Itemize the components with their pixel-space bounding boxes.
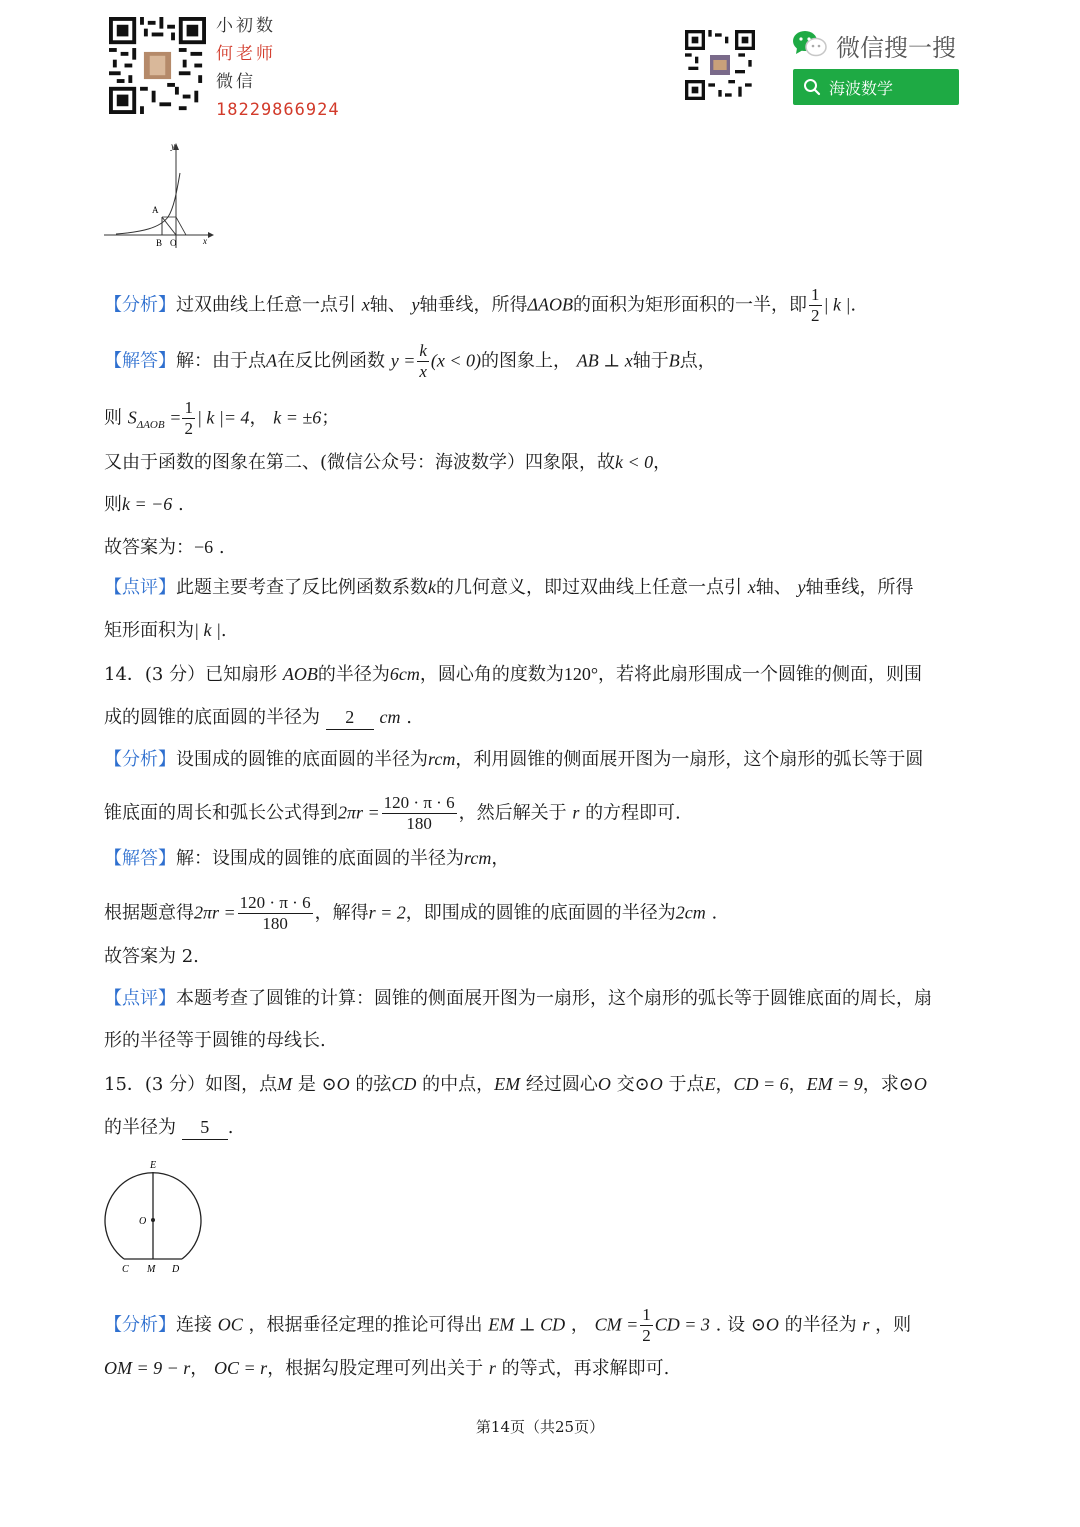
math: r xyxy=(488,1358,496,1378)
math: = xyxy=(170,407,181,428)
q15-analysis-line-2 xyxy=(104,1356,669,1381)
math: ⊙O xyxy=(898,1074,927,1094)
denominator: 180 xyxy=(262,914,288,933)
point-c-label: C xyxy=(122,1264,129,1275)
math: (x < 0) xyxy=(430,350,482,371)
math: CD xyxy=(391,1074,417,1094)
math: y xyxy=(411,294,420,315)
analysis-tag: 【分析】 xyxy=(104,1314,176,1336)
math: 2πr = xyxy=(194,902,236,923)
y-axis-label: y xyxy=(171,141,175,151)
text: 14．(3 分）已知扇形 xyxy=(104,664,278,685)
point-o-label: O xyxy=(170,238,177,248)
math: ⊙O xyxy=(750,1314,779,1335)
wechat-logo-icon xyxy=(792,29,828,59)
math: M xyxy=(277,1074,293,1094)
text: ， xyxy=(788,1074,807,1095)
denominator: 2 xyxy=(184,419,193,438)
handwritten-line-wechat: 微信 xyxy=(216,72,256,92)
q14-analysis-line-1 xyxy=(104,747,923,772)
text: . xyxy=(850,294,857,316)
text: 的弦 xyxy=(355,1074,392,1095)
text: . xyxy=(178,494,184,515)
math: E xyxy=(704,1074,716,1094)
fraction xyxy=(417,341,429,382)
q14-comment-line-1 xyxy=(104,987,932,1011)
text: 本题考查了圆锥的计算：圆锥的侧面展开图为一扇形，这个扇形的弧长等于圆锥底面的周长，扇 xyxy=(176,988,932,1009)
text: 解：由于点 xyxy=(176,350,266,372)
numerator: k xyxy=(419,341,427,360)
text: . xyxy=(711,902,718,924)
qr-code-icon xyxy=(685,30,755,100)
math: k = ±6 xyxy=(273,407,322,428)
text: ，圆心角的度数为 xyxy=(419,664,564,685)
text: 故答案为： xyxy=(104,537,194,558)
math: B xyxy=(668,350,680,371)
numerator: 1 xyxy=(642,1305,651,1324)
math: k xyxy=(428,577,436,597)
text: 的中点， xyxy=(422,1074,495,1095)
text: . xyxy=(218,537,225,558)
math: ⊙O xyxy=(321,1074,350,1094)
solution-tag: 【解答】 xyxy=(104,350,176,372)
q13-solution-line-2 xyxy=(104,398,339,439)
math: | k | xyxy=(194,620,221,640)
text: 轴、 xyxy=(369,294,406,316)
wechat-search-label: 微信搜一搜 xyxy=(836,34,956,62)
text: 则 xyxy=(104,407,122,429)
fraction xyxy=(382,793,457,834)
handwritten-line-subject: 小初数 xyxy=(216,16,276,36)
math: 120° xyxy=(563,664,599,684)
q13-comment-line-1 xyxy=(104,575,913,600)
math: CM = xyxy=(594,1314,639,1335)
math: EM ⊥ CD xyxy=(488,1314,566,1335)
math: 2πr = xyxy=(338,802,380,823)
text: 的半径为 xyxy=(784,1314,857,1336)
text: 设围成的圆锥的底面圆的半径为 xyxy=(176,749,428,770)
text: ，利用圆锥的侧面展开图为一扇形，这个扇形的弧长等于圆 xyxy=(455,749,924,770)
numerator: 120 · π · 6 xyxy=(239,893,311,912)
analysis-tag: 【分析】 xyxy=(104,749,176,770)
text: ，然后解关于 xyxy=(458,802,567,824)
text: . xyxy=(227,1117,234,1138)
handwritten-line-teacher: 何老师 xyxy=(216,44,276,64)
text: 的半径为 xyxy=(317,664,390,685)
fraction xyxy=(809,285,822,326)
math: ΔAOB xyxy=(527,294,574,315)
text: 轴、 xyxy=(755,577,792,598)
text: 轴垂线，所得 xyxy=(805,577,914,598)
math: r = 2 xyxy=(368,902,406,923)
numerator: 120 · π · 6 xyxy=(383,793,455,812)
text: 的几何意义，即过双曲线上任意一点引 xyxy=(436,577,742,598)
qr-code-icon xyxy=(109,17,206,114)
text: ， xyxy=(570,1314,589,1336)
math: AOB xyxy=(282,664,318,684)
text: . xyxy=(220,620,227,641)
text: ， xyxy=(715,1074,734,1095)
math: r xyxy=(862,1314,870,1335)
q14-comment-line-2 xyxy=(104,1029,326,1053)
text: 交 xyxy=(616,1074,635,1095)
point-d-label: D xyxy=(172,1264,180,1275)
text: ，即围成的圆锥的底面圆的半径为 xyxy=(405,902,676,924)
math: x xyxy=(747,577,756,597)
text: 的图象上， xyxy=(481,350,572,372)
denominator: x xyxy=(419,362,427,381)
math: −6 xyxy=(194,537,214,557)
fraction xyxy=(238,893,313,934)
q13-solution-line-1 xyxy=(104,341,716,382)
math: EM xyxy=(494,1074,521,1094)
text: 故答案为 2. xyxy=(104,946,199,967)
math: EM = 9 xyxy=(806,1074,863,1094)
text: 15．(3 分）如图，点 xyxy=(104,1074,278,1095)
text: 经过圆心 xyxy=(525,1074,598,1095)
text: ，根据勾股定理可列出关于 xyxy=(267,1358,484,1379)
q14-stem-line-1 xyxy=(104,662,922,687)
math-subscript: ΔAOB xyxy=(136,419,165,432)
math: AB ⊥ x xyxy=(576,350,633,371)
math: OC = r xyxy=(214,1358,268,1378)
text: ，若将此扇形围成一个圆锥的侧面，则围 xyxy=(598,664,923,685)
x-axis-label: x xyxy=(203,236,207,246)
text: 于点 xyxy=(668,1074,705,1095)
text: 连接 xyxy=(176,1314,212,1336)
math: rcm xyxy=(428,749,456,769)
math: CD = 6 xyxy=(733,1074,789,1094)
math: S xyxy=(127,407,137,428)
math: A xyxy=(266,350,277,371)
text: ， xyxy=(190,1358,209,1379)
text: 成的圆锥的底面圆的半径为 xyxy=(104,707,320,728)
hyperbola-figure xyxy=(102,140,218,252)
comment-tag: 【点评】 xyxy=(104,577,176,598)
text: ， xyxy=(653,452,672,473)
text: 在反比例函数 xyxy=(277,350,385,372)
fraction xyxy=(640,1305,653,1346)
text: 矩形面积为 xyxy=(104,620,194,641)
math: ⊙O xyxy=(634,1074,663,1094)
text: 的半径为 xyxy=(104,1117,176,1138)
math: CD = 3 xyxy=(654,1314,710,1335)
circle-chord-figure xyxy=(100,1158,206,1278)
text: ， xyxy=(491,848,510,869)
text: 是 xyxy=(297,1074,316,1095)
text: 轴垂线，所得 xyxy=(419,294,528,316)
point-e-label: E xyxy=(150,1160,157,1171)
text: 的方程即可. xyxy=(585,802,681,824)
text: 此题主要考查了反比例函数系数 xyxy=(176,577,428,598)
q14-solution-line-1 xyxy=(104,846,509,871)
q13-solution-line-3 xyxy=(104,450,671,475)
handwritten-phone-number: 18229866924 xyxy=(216,100,340,120)
q14-solution-line-2 xyxy=(104,893,717,934)
text: 则 xyxy=(104,494,122,515)
solution-tag: 【解答】 xyxy=(104,848,176,869)
math: y = xyxy=(390,350,416,371)
q13-solution-line-4 xyxy=(104,492,184,517)
math: k = −6 xyxy=(122,494,173,514)
math: | k |= 4 xyxy=(196,407,250,428)
fraction xyxy=(182,398,195,439)
haibo-math-search-button[interactable] xyxy=(793,69,959,105)
text: 的面积为矩形面积的一半，即 xyxy=(573,294,808,316)
denominator: 180 xyxy=(406,814,432,833)
text: ， xyxy=(249,407,268,429)
text: ，则 xyxy=(875,1314,912,1336)
text: ，求 xyxy=(862,1074,899,1095)
point-o-label: O xyxy=(139,1216,147,1227)
q14-stem-line-2 xyxy=(104,705,412,730)
math: k < 0 xyxy=(615,452,654,472)
q15-stem-line-1 xyxy=(104,1072,927,1097)
text: . 设 xyxy=(715,1314,746,1336)
math: x xyxy=(361,294,370,315)
text: 解：设围成的圆锥的底面圆的半径为 xyxy=(176,848,464,869)
answer-blank: 5 xyxy=(182,1115,228,1140)
math: y xyxy=(797,577,806,597)
text: 锥底面的周长和弧长公式得到 xyxy=(104,802,338,824)
math: r xyxy=(572,802,580,823)
answer-blank: 2 xyxy=(326,705,374,730)
math: 2cm xyxy=(675,902,706,923)
magnifier-icon xyxy=(803,78,821,96)
text: 轴于 xyxy=(632,350,669,372)
comment-tag: 【点评】 xyxy=(104,988,176,1009)
math: OC xyxy=(217,1314,243,1335)
q13-answer-line xyxy=(104,535,225,560)
text: ； xyxy=(321,407,340,429)
point-a-label: A xyxy=(152,205,159,215)
denominator: 2 xyxy=(811,306,820,325)
text: 过双曲线上任意一点引 xyxy=(176,294,356,316)
text: 形的半径等于圆锥的母线长. xyxy=(104,1030,326,1051)
math: O xyxy=(597,1074,611,1094)
text: 根据题意得 xyxy=(104,902,194,924)
text: 点， xyxy=(679,350,716,372)
numerator: 1 xyxy=(811,285,820,304)
search-button-label: 海波数学 xyxy=(829,79,894,98)
q14-analysis-line-2 xyxy=(104,793,681,834)
denominator: 2 xyxy=(642,1326,651,1345)
teacher-contact xyxy=(216,12,340,124)
q14-answer-line xyxy=(104,945,199,969)
q13-analysis-line xyxy=(104,285,856,326)
math: | k | xyxy=(823,294,851,315)
analysis-tag: 【分析】 xyxy=(104,294,176,316)
math: cm xyxy=(379,707,401,727)
text: 又由于函数的图象在第二、(微信公众号：海波数学）四象限，故 xyxy=(104,452,616,473)
math: 6cm xyxy=(389,664,420,684)
point-b-label: B xyxy=(156,238,163,248)
q15-analysis-line-1 xyxy=(104,1305,911,1346)
math: OM = 9 − r xyxy=(104,1358,191,1378)
text: 的等式，再求解即可. xyxy=(501,1358,670,1379)
point-m-label: M xyxy=(147,1264,156,1275)
text: ，解得 xyxy=(314,902,369,924)
text: ，根据垂径定理的推论可得出 xyxy=(248,1314,483,1336)
page-number-footer: 第14页（共25页） xyxy=(475,1418,605,1436)
text: . xyxy=(406,707,412,728)
q15-stem-line-2 xyxy=(104,1115,233,1140)
numerator: 1 xyxy=(184,398,193,417)
math: rcm xyxy=(464,848,492,868)
q13-comment-line-2 xyxy=(104,618,227,643)
